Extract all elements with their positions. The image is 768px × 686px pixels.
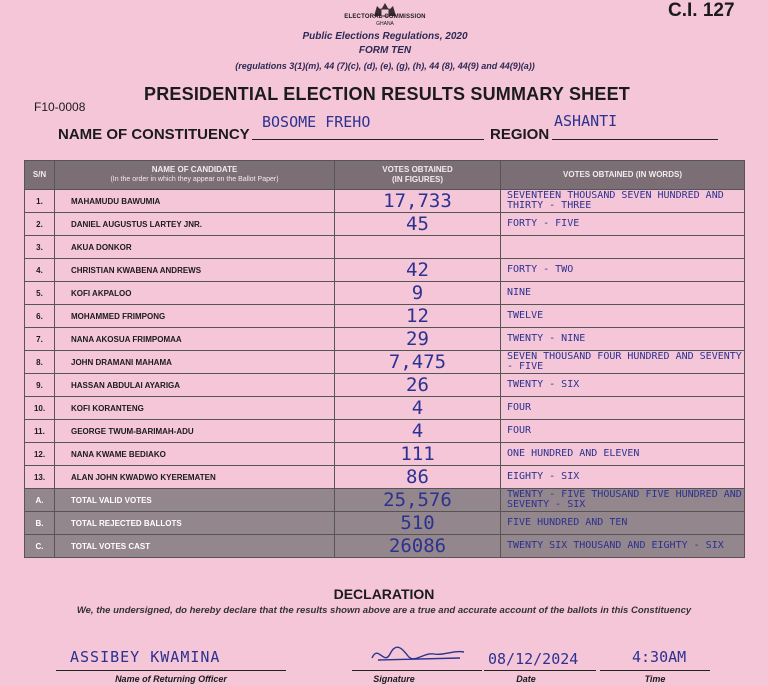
candidate-row	[25, 328, 745, 351]
row-votes-figures: 12	[335, 305, 501, 328]
row-votes-words: FORTY - FIVE	[501, 213, 745, 236]
row-candidate-name: TOTAL REJECTED BALLOTS	[55, 512, 335, 535]
candidate-row	[25, 259, 745, 282]
row-votes-figures	[335, 236, 501, 259]
header-candidate-title: NAME OF CANDIDATE	[151, 165, 238, 174]
row-candidate-name: JOHN DRAMANI MAHAMA	[55, 351, 335, 374]
row-votes-words: SEVENTEEN THOUSAND SEVEN HUNDRED AND THIRTY - THREE	[501, 190, 745, 213]
commission-name: ELECTORAL COMMISSION	[344, 14, 426, 20]
row-sn: 8.	[25, 351, 55, 374]
row-candidate-name: TOTAL VALID VOTES	[55, 489, 335, 512]
row-sn: 12.	[25, 443, 55, 466]
row-candidate-name: AKUA DONKOR	[55, 236, 335, 259]
row-votes-figures: 86	[335, 466, 501, 489]
row-votes-figures: 4	[335, 397, 501, 420]
date-value: 08/12/2024	[488, 650, 579, 668]
candidate-row	[25, 351, 745, 374]
candidate-row	[25, 305, 745, 328]
constituency-label: NAME OF CONSTITUENCY	[58, 126, 250, 143]
row-votes-figures: 42	[335, 259, 501, 282]
row-candidate-name: MOHAMMED FRIMPONG	[55, 305, 335, 328]
row-candidate-name: NANA AKOSUA FRIMPOMAA	[55, 328, 335, 351]
row-votes-words: FOUR	[501, 397, 745, 420]
row-sn: B.	[25, 512, 55, 535]
candidate-row	[25, 443, 745, 466]
candidate-row	[25, 282, 745, 305]
row-sn: 11.	[25, 420, 55, 443]
row-votes-figures: 510	[335, 512, 501, 535]
signature-mark	[368, 640, 468, 668]
total-row	[25, 489, 745, 512]
row-votes-words: EIGHTY - SIX	[501, 466, 745, 489]
row-votes-figures: 29	[335, 328, 501, 351]
regulations-title: Public Elections Regulations, 2020	[302, 31, 468, 42]
row-sn: 6.	[25, 305, 55, 328]
total-row	[25, 512, 745, 535]
row-candidate-name: DANIEL AUGUSTUS LARTEY JNR.	[55, 213, 335, 236]
commission-country: GHANA	[376, 21, 394, 27]
row-votes-figures: 9	[335, 282, 501, 305]
time-label: Time	[644, 674, 666, 684]
row-candidate-name: ALAN JOHN KWADWO KYEREMATEN	[55, 466, 335, 489]
header-candidate	[55, 161, 335, 190]
row-candidate-name: GEORGE TWUM-BARIMAH-ADU	[55, 420, 335, 443]
date-label: Date	[516, 674, 536, 684]
form-name: FORM TEN	[358, 45, 412, 56]
row-sn: 4.	[25, 259, 55, 282]
candidate-row	[25, 466, 745, 489]
row-votes-words: FIVE HUNDRED AND TEN	[501, 512, 745, 535]
candidate-row	[25, 420, 745, 443]
row-votes-words	[501, 236, 745, 259]
row-votes-figures: 26	[335, 374, 501, 397]
header-candidate-subtitle: (In the order in which they appear on the Ballot Paper)	[110, 176, 279, 183]
row-votes-figures: 25,576	[335, 489, 501, 512]
row-votes-figures: 45	[335, 213, 501, 236]
header-figures-subtitle: (IN FIGURES)	[391, 175, 444, 184]
signature-label: Signature	[373, 674, 415, 684]
candidate-row	[25, 397, 745, 420]
row-votes-words: FOUR	[501, 420, 745, 443]
row-candidate-name: KOFI KORANTENG	[55, 397, 335, 420]
total-row	[25, 535, 745, 558]
row-votes-words: TWENTY - NINE	[501, 328, 745, 351]
candidate-row	[25, 190, 745, 213]
row-sn: C.	[25, 535, 55, 558]
candidate-row	[25, 236, 745, 259]
row-votes-words: TWENTY - FIVE THOUSAND FIVE HUNDRED AND SEVENTY - SIX	[501, 489, 745, 512]
ci-number: C.I. 127	[668, 0, 735, 21]
region-value: ASHANTI	[554, 112, 618, 130]
row-votes-figures: 7,475	[335, 351, 501, 374]
row-candidate-name: MAHAMUDU BAWUMIA	[55, 190, 335, 213]
region-label: REGION	[490, 126, 550, 143]
row-votes-figures: 26086	[335, 535, 501, 558]
header-figures-title: VOTES OBTAINED	[382, 165, 453, 174]
results-table	[24, 160, 745, 558]
row-votes-figures: 17,733	[335, 190, 501, 213]
row-sn: 1.	[25, 190, 55, 213]
row-candidate-name: TOTAL VOTES CAST	[55, 535, 335, 558]
row-candidate-name: CHRISTIAN KWABENA ANDREWS	[55, 259, 335, 282]
officer-line	[56, 670, 286, 671]
constituency-line	[252, 139, 484, 140]
table-header-row	[25, 161, 745, 190]
row-sn: 5.	[25, 282, 55, 305]
row-candidate-name: HASSAN ABDULAI AYARIGA	[55, 374, 335, 397]
row-votes-figures: 4	[335, 420, 501, 443]
row-candidate-name: NANA KWAME BEDIAKO	[55, 443, 335, 466]
regulations-reference: (regulations 3(1)(m), 44 (7)(c), (d), (e), (g), (h), 44 (8), 44(9) and 44(9)(a))	[235, 61, 535, 71]
page-title: PRESIDENTIAL ELECTION RESULTS SUMMARY SHEET	[144, 84, 630, 104]
row-votes-words: ONE HUNDRED AND ELEVEN	[501, 443, 745, 466]
row-sn: 9.	[25, 374, 55, 397]
date-line	[484, 670, 596, 671]
row-sn: 2.	[25, 213, 55, 236]
row-votes-words: NINE	[501, 282, 745, 305]
header-figures	[335, 161, 501, 190]
candidate-row	[25, 374, 745, 397]
header-words: VOTES OBTAINED (IN WORDS)	[501, 161, 745, 190]
declaration-title: DECLARATION	[333, 586, 435, 602]
officer-label: Name of Returning Officer	[115, 674, 227, 684]
row-votes-words: TWENTY - SIX	[501, 374, 745, 397]
region-line	[552, 139, 718, 140]
row-sn: A.	[25, 489, 55, 512]
row-votes-words: TWELVE	[501, 305, 745, 328]
declaration-text: We, the undersigned, do hereby declare that the results shown above are a true and accurate account of the ballots in this Constituency	[76, 605, 692, 616]
time-line	[600, 670, 710, 671]
candidate-row	[25, 213, 745, 236]
row-sn: 3.	[25, 236, 55, 259]
row-votes-words: SEVEN THOUSAND FOUR HUNDRED AND SEVENTY - FIVE	[501, 351, 745, 374]
row-votes-words: FORTY - TWO	[501, 259, 745, 282]
row-candidate-name: KOFI AKPALOO	[55, 282, 335, 305]
constituency-value: BOSOME FREHO	[262, 113, 371, 131]
row-sn: 7.	[25, 328, 55, 351]
row-votes-figures: 111	[335, 443, 501, 466]
row-sn: 10.	[25, 397, 55, 420]
signature-line	[352, 670, 482, 671]
row-votes-words: TWENTY SIX THOUSAND AND EIGHTY - SIX	[501, 535, 745, 558]
form-code: F10-0008	[34, 100, 86, 114]
time-value: 4:30AM	[632, 648, 687, 666]
header-sn: S/N	[25, 161, 55, 190]
row-sn: 13.	[25, 466, 55, 489]
returning-officer-name: ASSIBEY KWAMINA	[70, 648, 221, 666]
